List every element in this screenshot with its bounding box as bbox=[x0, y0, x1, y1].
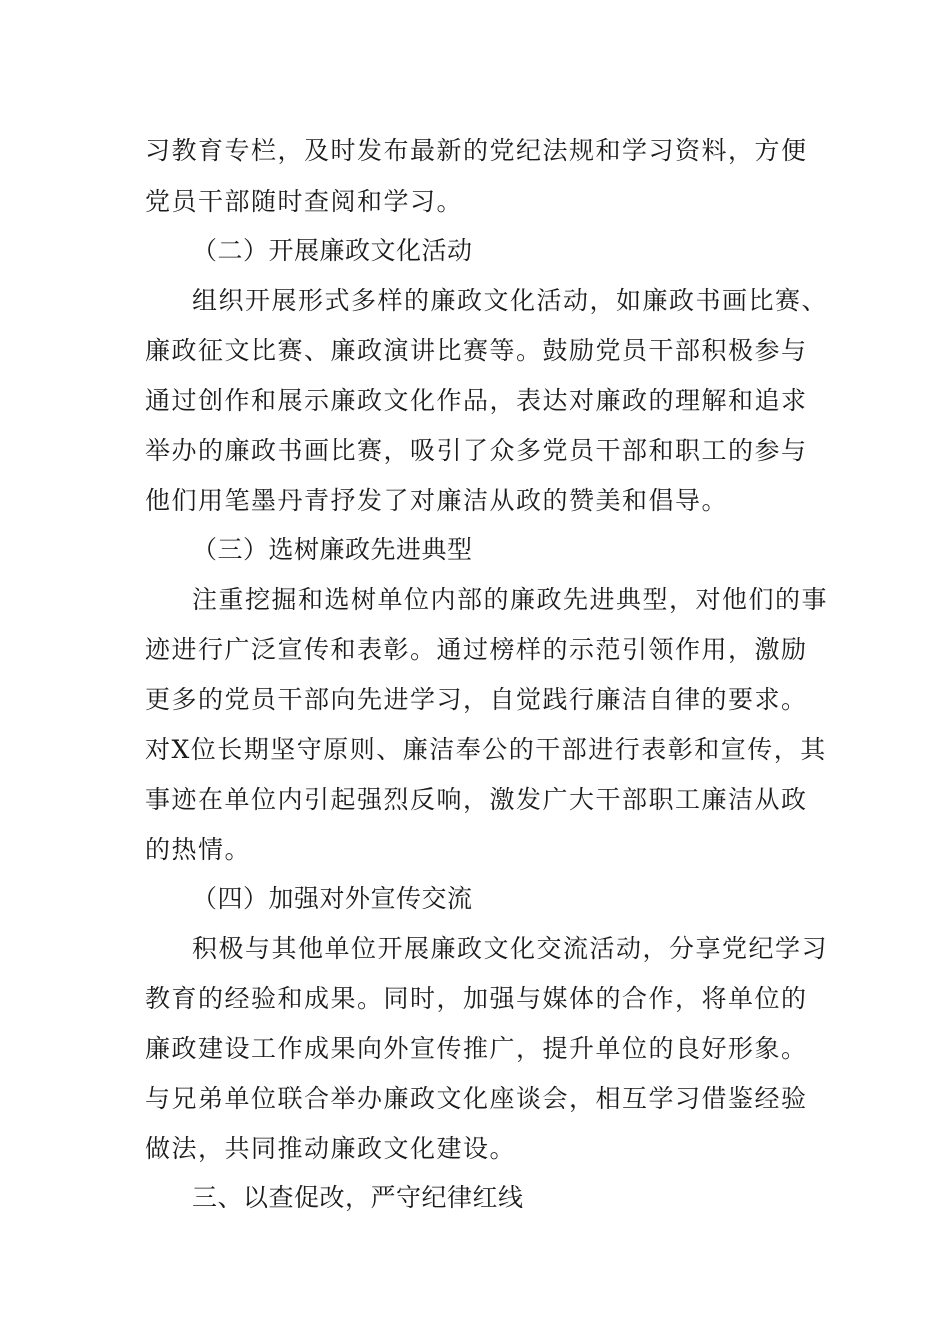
paragraph-line: 对X位长期坚守原则、廉洁奉公的干部进行表彰和宣传，其 bbox=[145, 735, 827, 764]
main-heading-3: 三、以查促改，严守纪律红线 bbox=[192, 1183, 524, 1212]
paragraph-line: 的热情。 bbox=[145, 835, 252, 864]
paragraph-line: 迹进行广泛宣传和表彰。通过榜样的示范引领作用，激励 bbox=[145, 635, 808, 664]
section-heading-3: （三）选树廉政先进典型 bbox=[192, 535, 473, 564]
paragraph-line: 举办的廉政书画比赛，吸引了众多党员干部和职工的参与 bbox=[145, 436, 808, 465]
paragraph-line: 注重挖掘和选树单位内部的廉政先进典型，对他们的事 bbox=[192, 585, 829, 614]
paragraph-line: 通过创作和展示廉政文化作品，表达对廉政的理解和追求 bbox=[145, 386, 808, 415]
paragraph-line: 廉政征文比赛、廉政演讲比赛等。鼓励党员干部积极参与 bbox=[145, 336, 808, 365]
paragraph-line: 组织开展形式多样的廉政文化活动，如廉政书画比赛、 bbox=[192, 286, 829, 315]
paragraph-line: 与兄弟单位联合举办廉政文化座谈会，相互学习借鉴经验 bbox=[145, 1084, 808, 1113]
paragraph-line: 事迹在单位内引起强烈反响，激发广大干部职工廉洁从政 bbox=[145, 785, 808, 814]
paragraph-line: 党员干部随时查阅和学习。 bbox=[145, 187, 464, 216]
paragraph-line: 更多的党员干部向先进学习，自觉践行廉洁自律的要求。 bbox=[145, 685, 808, 714]
paragraph-line: 教育的经验和成果。同时，加强与媒体的合作，将单位的 bbox=[145, 984, 808, 1013]
section-heading-4: （四）加强对外宣传交流 bbox=[192, 884, 473, 913]
paragraph-line: 廉政建设工作成果向外宣传推广，提升单位的良好形象。 bbox=[145, 1034, 808, 1063]
paragraph-line: 做法，共同推动廉政文化建设。 bbox=[145, 1134, 517, 1163]
paragraph-line: 积极与其他单位开展廉政文化交流活动，分享党纪学习 bbox=[192, 934, 829, 963]
paragraph-line: 习教育专栏，及时发布最新的党纪法规和学习资料，方便 bbox=[145, 136, 808, 165]
paragraph-line: 他们用笔墨丹青抒发了对廉洁从政的赞美和倡导。 bbox=[145, 486, 729, 515]
section-heading-2: （二）开展廉政文化活动 bbox=[192, 236, 473, 265]
